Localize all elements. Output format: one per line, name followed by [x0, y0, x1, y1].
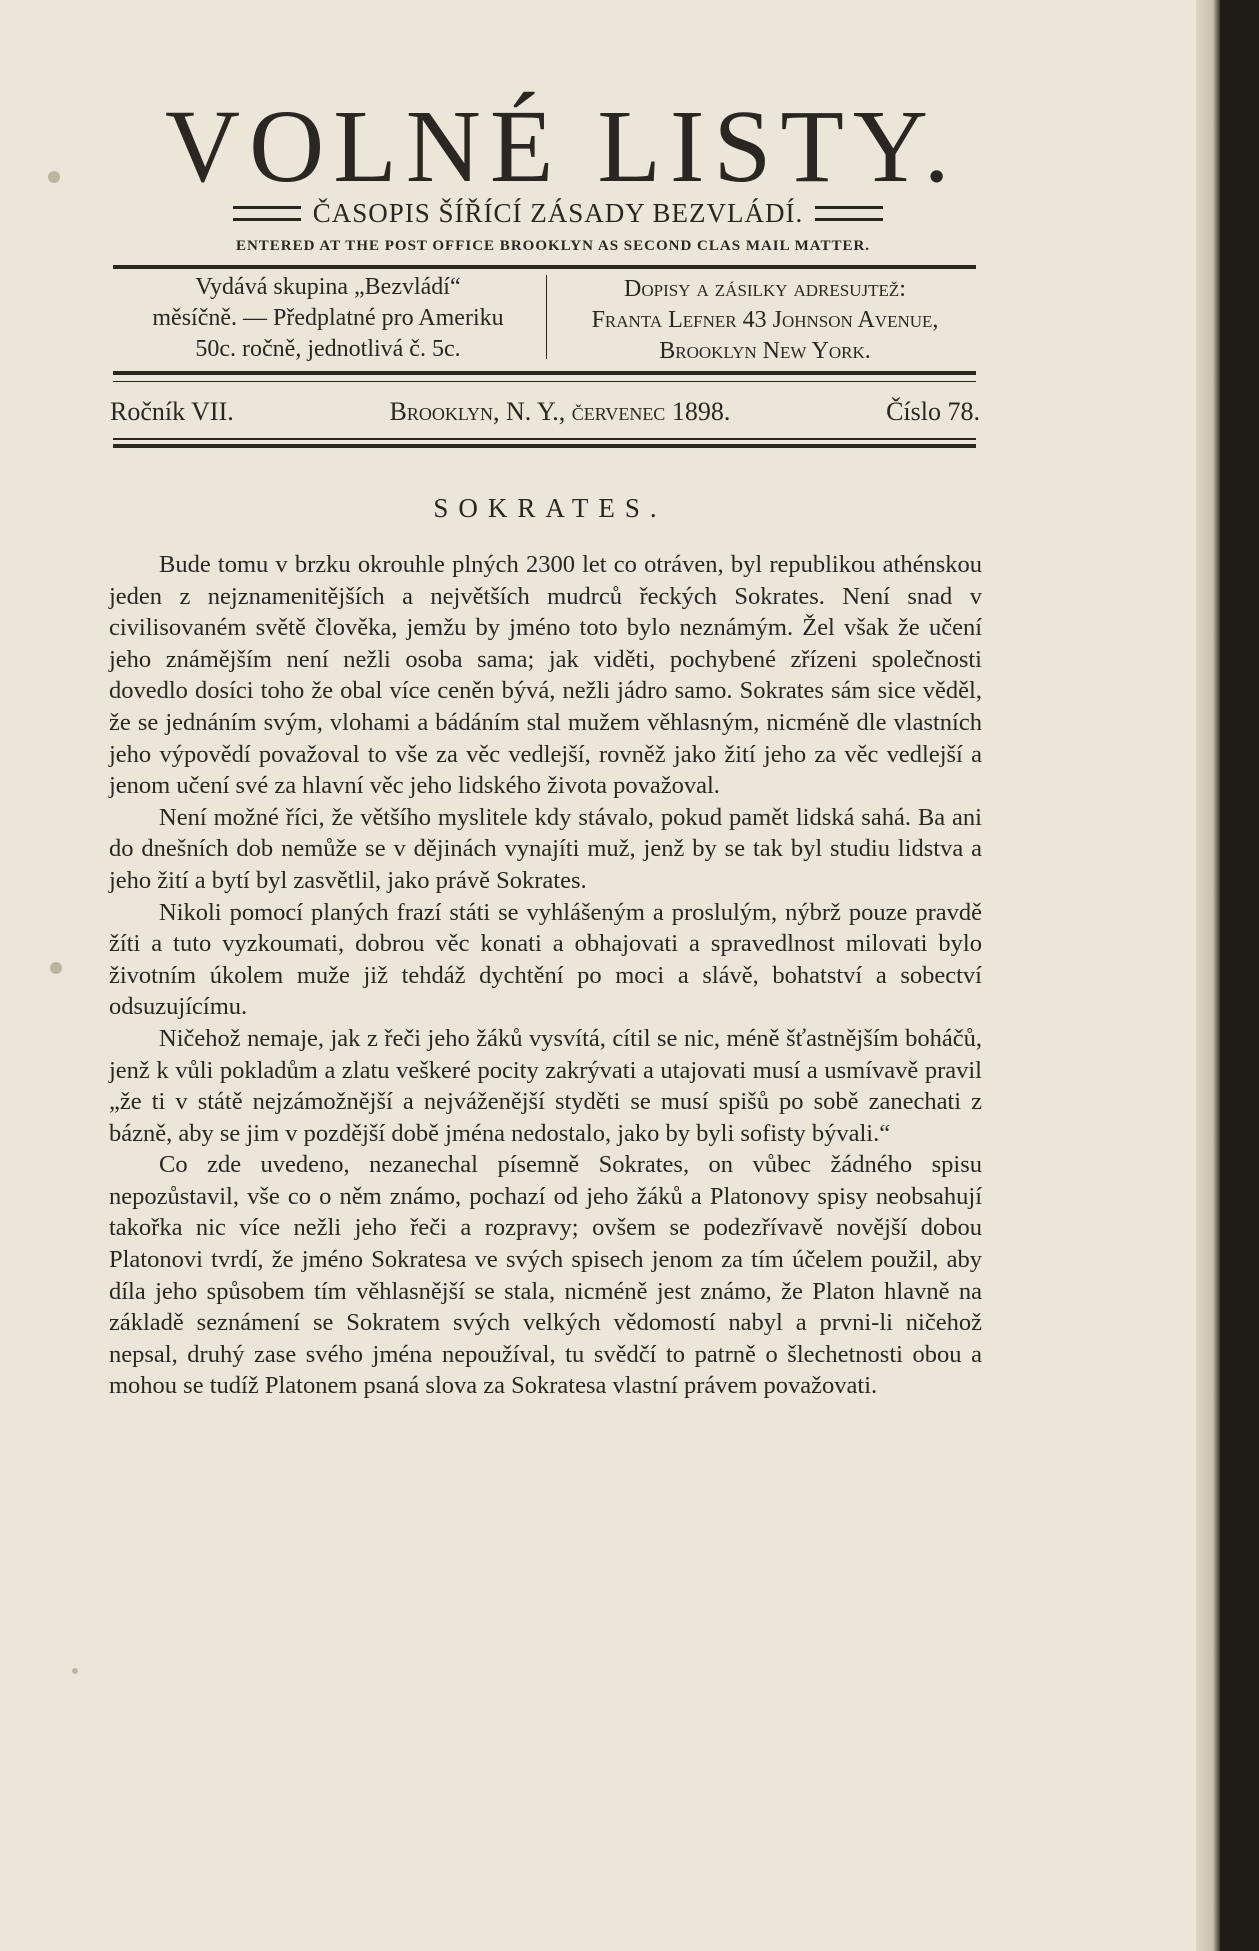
address-line: Dopisy a zásilky adresujtež:: [624, 276, 906, 302]
rule-issue-thin: [113, 438, 976, 440]
masthead-subtitle-row: [208, 196, 908, 230]
info-divider: [546, 275, 547, 359]
publisher-info-right: [550, 274, 980, 367]
rule-top: [113, 265, 976, 269]
rule-info-thin: [113, 381, 976, 382]
address-line: Franta Lefner 43 Johnson Avenue,: [591, 307, 939, 333]
publisher-line: Vydává skupina „Bezvládí“: [195, 274, 461, 300]
ornament-bar-left: [233, 206, 301, 221]
issue-line: [110, 397, 980, 431]
article-paragraph: Není možné říci, že většího myslitele kdy stávalo, pokud pamět lidská sahá. Ba ani do dnešních dob nemůže se v dějinách vynajíti muž, jenž by se tak byl studiu lidstva a jeho žití a bytí byl zasvětlil, jako právě Sokrates.: [109, 803, 982, 894]
volume-label: Ročník VII.: [110, 397, 234, 426]
masthead-title: VOLNÉ LISTY.: [165, 89, 959, 204]
postal-notice: ENTERED AT THE POST OFFICE BROOKLYN AS SECOND CLAS MAIL MATTER.: [235, 238, 871, 254]
article-paragraph: Bude tomu v brzku okrouhle plných 2300 let co otráven, byl republikou athénskou jeden z nejznamenitějších a největších mudrců řeckých Sokrates. Není snad v civilisovaném světě člověka, jemžu by jméno toto bylo neznámým. Žel však že učení jeho známějším není nežli osoba sama; jak viděti, pochybené zřízeni společnosti dovedlo dosíci toho že obal více ceněn bývá, nežli jádro samo. Sokrates sám sice věděl, že se jednáním svým, vlohami a bádáním stal mužem věhlasným, nicméně dle vlastních jeho výpovědí považoval to vše za věc vedlejší, rovněž jako žití jeho za věc vedlejší a jenom učení své za hlavní věc jeho lidského života považoval.: [109, 551, 982, 800]
publisher-info-left: [113, 272, 543, 365]
article-body: [109, 549, 982, 1402]
binding-hole: [50, 962, 62, 974]
address-line: Brooklyn New York.: [659, 338, 871, 364]
article-title: SOKRATES.: [433, 493, 667, 523]
place-date: Brooklyn, N. Y., červenec 1898.: [389, 397, 731, 426]
publisher-line: měsíčně. — Předplatné pro Ameriku: [152, 305, 504, 331]
binding-hole: [72, 1668, 78, 1674]
rule-issue-bottom: [113, 444, 976, 448]
article-paragraph: Ničehož nemaje, jak z řeči jeho žáků vysvítá, cítil se nic, méně šťastnějším boháčů, jenž k vůli pokladům a zlatu veškeré pocity zakrývati a utajovati musí a usmívavě pravil „že ti v státě nejzámožnější a nejváženější styděti se musí spišů po sobě zanechati z bázně, aby se jim v pozdější době jména nedostalo, jako by byli sofisty bývali.“: [109, 1024, 982, 1147]
masthead-subtitle: ČASOPIS ŠÍŘÍCÍ ZÁSADY BEZVLÁDÍ.: [312, 197, 804, 228]
ornament-bar-right: [815, 206, 883, 221]
issue-number: Číslo 78.: [886, 397, 980, 426]
binding-hole: [48, 171, 60, 183]
article-paragraph: Co zde uvedeno, nezanechal písemně Sokrates, on vůbec žádného spisu nepozůstavil, vše co o něm známo, pochazí od jeho žáků a Platonovy spisy neobsahují takořka nic více nežli jeho řeči a rozpravy; ovšem se podezřívavě novější dobou Platonovi tvrdí, že jméno Sokratesa ve svých spisech jenom za tím účelem použil, aby díla jeho spůsobem tím věhlasnější se stala, nicméně jest známo, že Platon hlavně na základě seznámení se Sokratem svých velkých vědomostí nabyl a prvni-li ničehož nepsal, druhý zase svého jména nepoužíval, tu svědčí to patrně o šlechetnosti obou a mohou se tudíž Platonem psaná slova za Sokratesa vlastní právem považovati.: [109, 1151, 982, 1400]
rule-info-bottom: [113, 371, 976, 375]
article-paragraph: Nikoli pomocí planých frazí státi se vyhlášeným a proslulým, nýbrž pouze pravdě žíti a tuto vyzkoumati, dobrou věc konati a obhajovati a spravedlnost milovati bylo životním úkolem muže již tehdáž dychtění po moci a slávě, bohatství a sobectví odsuzujícímu.: [109, 898, 982, 1021]
publisher-line: 50c. ročně, jednotlivá č. 5c.: [195, 336, 461, 362]
page-fold-shadow: [1196, 0, 1220, 1951]
